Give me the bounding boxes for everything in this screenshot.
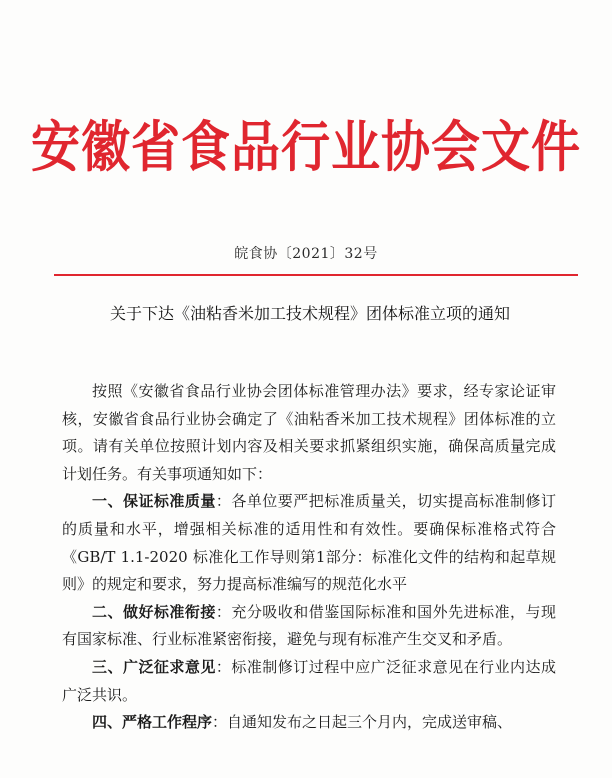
section-paragraph-2: [62, 599, 556, 654]
section-heading-1: 一、保证标准质量: [92, 492, 216, 511]
section-heading-2: 二、做好标准衔接: [92, 602, 216, 621]
intro-paragraph: 按照《安徽省食品行业协会团体标准管理办法》要求，经专家论证审核，安徽省食品行业协会确定了《油粘香米加工技术规程》团体标准的立项。请有关单位按照计划内容及相关要求抓紧组织实施，确保高质量完成计划任务。有关事项通知如下：: [62, 382, 556, 483]
section-paragraph-1: [62, 488, 556, 598]
section-heading-3: 三、广泛征求意见: [92, 657, 216, 676]
notice-title: 关于下达《油粘香米加工技术规程》团体标准立项的通知: [109, 304, 510, 323]
red-divider-line: [54, 274, 578, 276]
notice-body: [62, 378, 556, 737]
section-text-3: ：标准制修订过程中应广泛征求意见在行业内达成广泛共识。: [62, 657, 556, 704]
document-number: 皖食协〔2021〕32号: [234, 246, 378, 262]
section-paragraph-4: [62, 709, 556, 737]
section-text-2: ：充分吸收和借鉴国际标准和国外先进标准，与现有国家标准、行业标准紧密衔接，避免与现有标准产生交叉和矛盾。: [62, 602, 556, 649]
organization-header: 安徽省食品行业协会文件: [30, 115, 581, 180]
section-text-1: ：各单位要严把标准质量关，切实提高标准制修订的质量和水平，增强相关标准的适用性和有效性。要确保标准格式符合《GB/T 1.1-2020 标准化工作导则第1部分：标准化文件的结构和起草规则》的规定和要求，努力提高标准编写的规范化水平: [62, 492, 556, 594]
section-text-4: ：自通知发布之日起三个月内，完成送审稿、: [212, 713, 513, 732]
section-paragraph-3: [62, 654, 556, 709]
section-heading-4: 四、严格工作程序: [92, 713, 213, 732]
